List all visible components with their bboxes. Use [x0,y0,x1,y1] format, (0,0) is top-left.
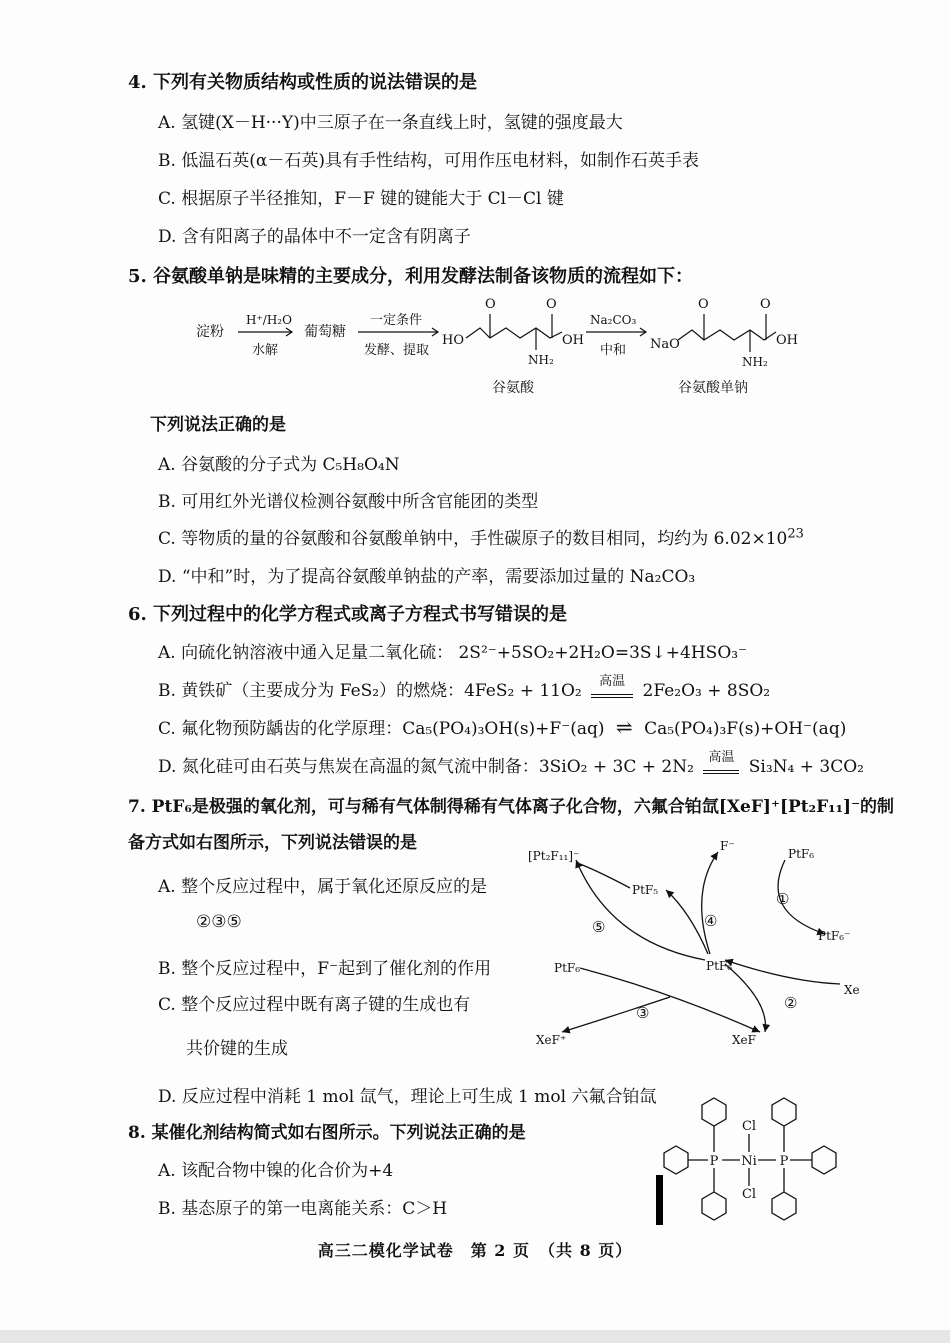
glu-ho: HO [442,333,464,348]
q7-option-d: D. 反应过程中消耗 1 mol 氙气，理论上可生成 1 mol 六氟合铂氙 [158,1087,657,1107]
arrow2-top: 一定条件 [370,313,423,328]
q4-stem: 4. 下列有关物质结构或性质的说法错误的是 [128,72,478,93]
q8-option-a: A. 该配合物中镍的化合价为+4 [158,1161,394,1181]
q7-stem-line1: 7. PtF₆是极强的氧化剂，可与稀有气体制得稀有气体离子化合物，六氟合铂氙[XeF]⁺[Pt₂F₁₁]⁻的制 [128,797,895,817]
q4-option-d: D. 含有阳离子的晶体中不一定含有阴离子 [158,227,471,247]
q6-d-left: D. 氮化硅可由石英与焦炭在高温的氮气流中制备：3SiO₂ + 3C + 2N₂ [158,757,694,777]
q6-d-equal-sign [703,770,739,774]
arrow1-top: H⁺/H₂O [246,313,292,327]
phenyl-ring [772,1098,796,1126]
msg-o1: O [698,297,709,312]
q6-b-left: B. 黄铁矿（主要成分为 FeS₂）的燃烧：4FeS₂ + 11O₂ [158,681,582,701]
step-4: ④ [704,912,718,930]
phenyl-ring [772,1192,796,1220]
atom-p-right: P [779,1154,789,1169]
q5-option-d: D. “中和”时，为了提高谷氨酸单钠盐的产率，需要添加过量的 Na₂CO₃ [158,567,696,587]
q6-stem: 6. 下列过程中的化学方程式或离子方程式书写错误的是 [128,604,568,625]
msg-label: 谷氨酸单钠 [678,380,748,396]
step-1: ① [776,890,790,908]
phenyl-ring [702,1192,726,1220]
arrow-step2-out [725,964,766,1032]
phenyl-ring [702,1098,726,1126]
scan-edge [0,1330,950,1343]
arrow-step3-out [562,997,670,1032]
q6-option-c [158,714,846,739]
step-5: ⑤ [592,918,606,936]
glu-o1: O [485,297,496,312]
msg-oh: OH [776,333,798,348]
arrow-step5-ptf5 [580,864,630,888]
q6-c-left: C. 氟化物预防龋齿的化学原理：Ca₅(PO₄)₃OH(s)+F⁻(aq) [158,719,605,739]
atom-ni: Ni [741,1154,757,1169]
q5-option-c-exp: 23 [787,526,804,542]
q4-option-c: C. 根据原子半径推知，F－F 键的键能大于 Cl－Cl 键 [158,189,564,209]
step-3: ③ [636,1004,650,1022]
q6-b-equal-sign [591,694,633,698]
label-fminus: F⁻ [720,839,735,853]
q5-option-c-text: C. 等物质的量的谷氨酸和谷氨酸单钠中，手性碳原子的数目相同，均约为 6.02×10 [158,529,788,549]
arrow-step3-in [580,968,760,1032]
scan-mark [656,1175,663,1225]
label-ptf6-center: PtF₆ [706,959,733,973]
arrow1-bottom: 水解 [252,343,279,358]
arrow-step5 [576,860,705,960]
msg-nao: NaO [650,337,680,352]
step-2: ② [784,994,798,1012]
q5-stem: 5. 谷氨酸单钠是味精的主要成分，利用发酵法制备该物质的流程如下： [128,266,694,287]
q6-d-cond-text: 高温 [708,750,735,765]
q5-flow-diagram [190,292,810,402]
atom-p-left: P [709,1154,719,1169]
q6-option-d [158,752,864,777]
q6-option-b [158,676,770,701]
q5-sub-stem: 下列说法正确的是 [150,415,286,435]
label-xef: XeF [732,1033,756,1047]
label-ptf5: PtF₅ [632,883,659,897]
q6-b-condition [587,676,637,696]
label-ptf6-left: PtF₆ [554,961,581,975]
label-pt2f11: [Pt₂F₁₁]⁻ [528,849,580,863]
q6-b-right: 2Fe₂O₃ + 8SO₂ [642,681,771,701]
label-ptf6minus: PtF₆⁻ [818,929,851,943]
q6-b-cond-text: 高温 [599,674,626,689]
glucose-label: 葡萄糖 [304,324,346,340]
q8-option-b: B. 基态原子的第一电离能关系：C＞H [158,1199,448,1219]
q6-d-right: Si₃N₄ + 3CO₂ [748,757,864,777]
arrow2-bottom: 发酵、提取 [364,343,430,358]
q7-option-a-line1: A. 整个反应过程中，属于氧化还原反应的是 [158,877,488,897]
q6-d-condition [699,752,743,772]
arrow3-bottom: 中和 [600,343,627,358]
atom-cl-bottom: Cl [741,1187,757,1202]
q8-nickel-complex-structure [656,1094,846,1226]
q5-option-a: A. 谷氨酸的分子式为 C₅H₈O₄N [158,455,400,475]
page-footer: 高三二模化学试卷 第 2 页 （共 8 页） [317,1241,633,1260]
q7-option-c-line2: 共价键的生成 [186,1039,288,1059]
msg-nh2: NH₂ [742,355,768,369]
phenyl-ring [812,1146,836,1174]
q8-stem: 8. 某催化剂结构简式如右图所示。下列说法正确的是 [128,1123,526,1143]
label-xefplus: XeF⁺ [536,1033,567,1047]
arrow-step4-f [702,852,718,954]
phenyl-ring [664,1146,688,1174]
q7-option-a-line2: ②③⑤ [196,912,242,932]
glu-backbone [466,328,562,338]
label-ptf6-top: PtF₆ [788,847,815,861]
label-xe: Xe [844,983,860,997]
q7-option-c-line1: C. 整个反应过程中既有离子键的生成也有 [158,995,471,1015]
q4-option-a: A. 氢键(X－H···Y)中三原子在一条直线上时，氢键的强度最大 [158,113,623,133]
q5-option-b: B. 可用红外光谱仪检测谷氨酸中所含官能团的类型 [158,492,539,512]
msg-backbone [678,330,776,340]
glu-o2: O [546,297,557,312]
glu-label: 谷氨酸 [492,380,534,396]
q7-option-b: B. 整个反应过程中，F⁻起到了催化剂的作用 [158,959,492,979]
q6-c-right: Ca₅(PO₄)₃F(s)+OH⁻(aq) [644,719,847,739]
q6-option-a: A. 向硫化钠溶液中通入足量二氧化硫： 2S²⁻+5SO₂+2H₂O=3S↓+4HSO₃⁻ [158,643,748,663]
q6-c-equilibrium-arrow: ⇌ [615,715,633,739]
starch-label: 淀粉 [196,324,224,340]
q7-stem-line2: 备方式如右图所示，下列说法错误的是 [128,833,417,853]
glu-nh2: NH₂ [528,353,554,367]
q7-cycle-diagram [520,832,870,1054]
atom-cl-top: Cl [741,1119,757,1134]
q4-option-b: B. 低温石英(α－石英)具有手性结构，可用作压电材料，如制作石英手表 [158,151,700,171]
q5-option-c [158,524,804,549]
glu-oh: OH [562,333,584,348]
msg-o2: O [760,297,771,312]
arrow3-top: Na₂CO₃ [590,313,637,327]
